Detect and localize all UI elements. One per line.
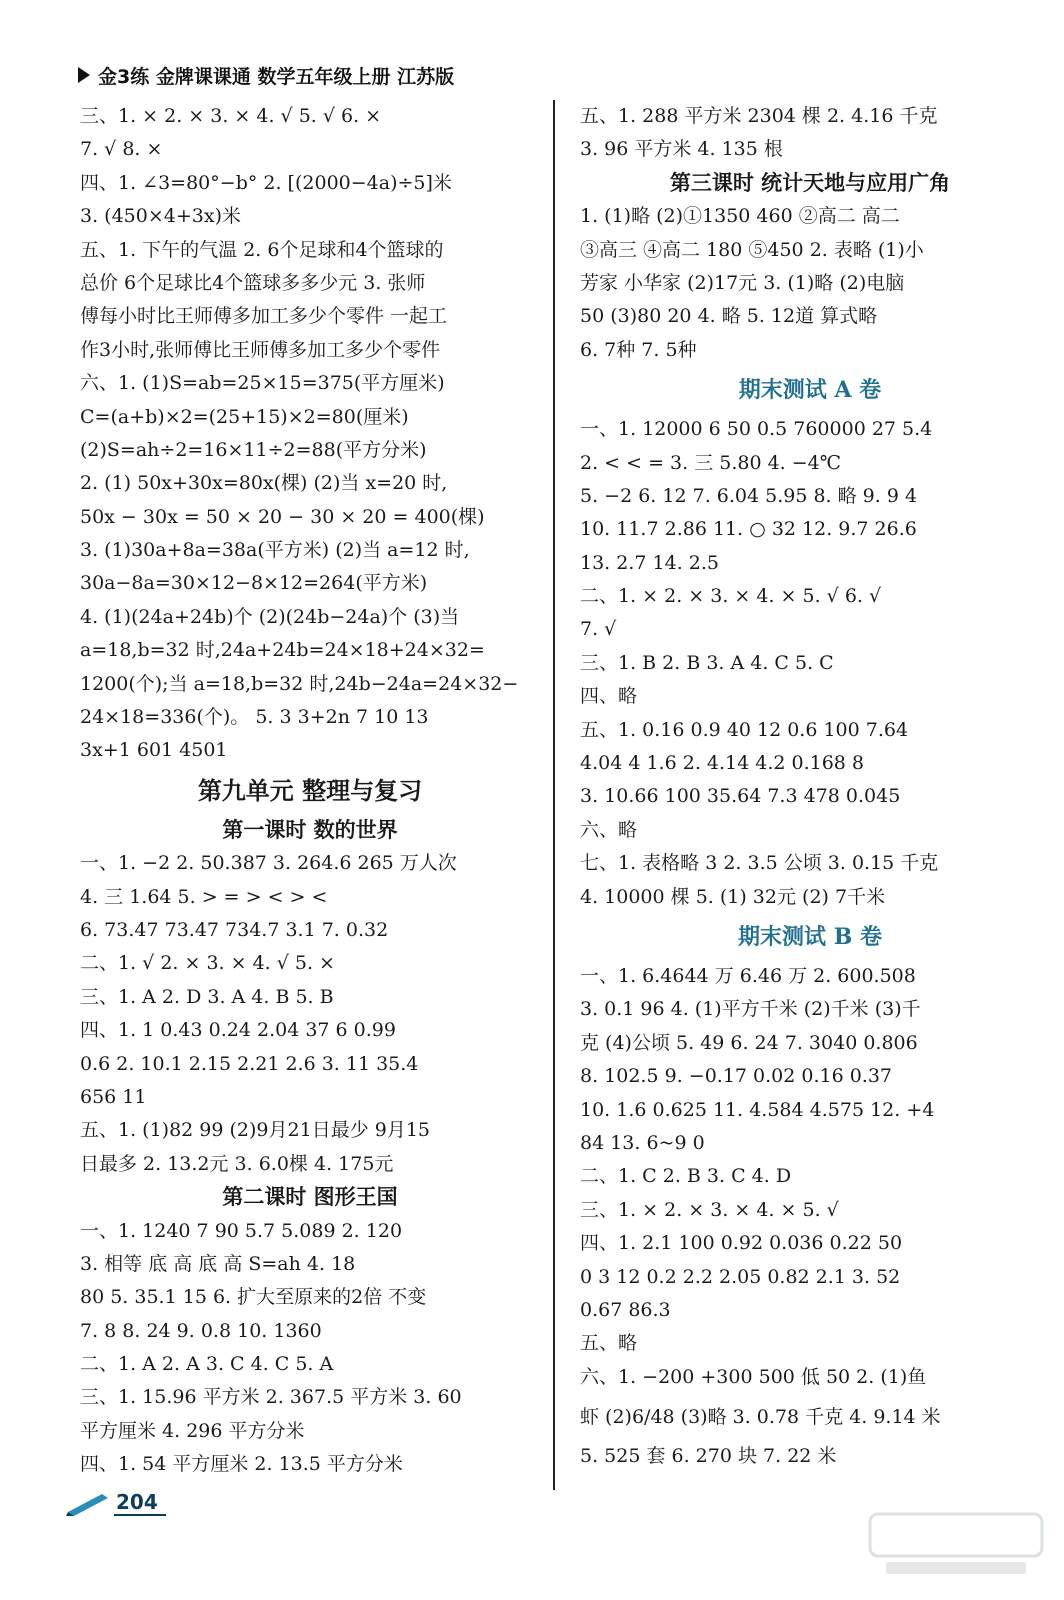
pen-icon [66,1490,110,1516]
answer-line: 二、1. C 2. B 3. C 4. D [580,1165,792,1188]
right-column [580,100,1040,1473]
test-b-heading: 期末测试 B 卷 [738,923,882,950]
answer-line: 五、1. 288 平方米 2304 棵 2. 4.16 千克 [580,105,938,127]
column-divider [553,100,555,1490]
answer-line: 24×18=336(个)。 5. 3 3+2n 7 10 13 [80,706,429,729]
answer-line: 6. 7种 7. 5种 [580,338,697,361]
test-a-heading: 期末测试 A 卷 [738,377,882,404]
answer-line: 7. √ [580,618,617,641]
header-title: 金3练 金牌课课通 数学五年级上册 江苏版 [98,65,455,88]
lesson-heading: 第三课时 统计天地与应用广角 [669,170,951,195]
left-column [80,100,540,1482]
answer-line: 3. (1)30a+8a=38a(平方米) (2)当 a=12 时, [80,539,470,562]
answer-line: 30a−8a=30×12−8×12=264(平方米) [80,572,428,595]
answer-line: 1. (1)略 (2)①1350 460 ②高二 高二 [580,205,900,228]
answer-line: 5. −2 6. 12 7. 6.04 5.95 8. 略 9. 9 4 [580,484,918,507]
answer-line: 0 3 12 0.2 2.2 2.05 0.82 2.1 3. 52 [580,1265,901,1288]
answer-line: 80 5. 35.1 15 6. 扩大至原来的2倍 不变 [80,1286,427,1309]
answer-line: 三、1. × 2. × 3. × 4. √ 5. √ 6. × [80,105,382,127]
answer-line: 二、1. A 2. A 3. C 4. C 5. A [80,1353,334,1376]
answer-line: 3. (450×4+3x)米 [80,205,241,228]
answer-line: 总价 6个足球比4个篮球多多少元 3. 张师 [80,271,426,294]
answer-line: 七、1. 表格略 3 2. 3.5 公顷 3. 0.15 千克 [580,852,939,875]
answer-line: 日最多 2. 13.2元 3. 6.0棵 4. 175元 [80,1152,394,1175]
answer-line: 10. 1.6 0.625 11. 4.584 4.575 12. +4 [580,1098,935,1121]
answer-line: 7. 8 8. 24 9. 0.8 10. 1360 [80,1319,322,1342]
answer-line: 3. 10.66 100 35.64 7.3 478 0.045 [580,785,901,808]
answer-line: 10. 11.7 2.86 11. ○ 32 12. 9.7 26.6 [580,518,917,541]
answer-line: 二、1. × 2. × 3. × 4. × 5. √ 6. √ [580,585,882,608]
answer-line: 一、1. −2 2. 50.387 3. 264.6 265 万人次 [80,852,457,875]
answer-line: 四、1. 1 0.43 0.24 2.04 37 6 0.99 [80,1019,396,1042]
answer-line: 84 13. 6~9 0 [580,1131,705,1154]
answer-line: 4. 三 1.64 5. > = > < > < [80,885,328,908]
answer-line: 6. 73.47 73.47 734.7 3.1 7. 0.32 [80,918,389,941]
answer-line: 虾 (2)6/48 (3)略 3. 0.78 千克 4. 9.14 米 [580,1406,941,1429]
answer-line: 作3小时,张师傅比王师傅多加工多少个零件 [80,338,441,361]
answer-line: 二、1. √ 2. × 3. × 4. √ 5. × [80,952,335,975]
answer-line: 芳家 小华家 (2)17元 3. (1)略 (2)电脑 [580,271,905,294]
answer-line: 四、略 [580,685,638,708]
answer-line: 5. 525 套 6. 270 块 7. 22 米 [580,1445,837,1468]
lesson-heading: 第一课时 数的世界 [222,817,398,842]
answer-line: ③高三 ④高二 180 ⑤450 2. 表略 (1)小 [580,238,924,261]
unit-heading: 第九单元 整理与复习 [197,776,423,805]
answer-line: 4. 10000 棵 5. (1) 32元 (2) 7千米 [580,885,886,908]
answer-line: 一、1. 6.4644 万 6.46 万 2. 600.508 [580,964,916,987]
answer-line: 3. 相等 底 高 底 高 S=ah 4. 18 [80,1252,356,1275]
answer-line: (2)S=ah÷2=16×11÷2=88(平方分米) [80,438,427,461]
answer-line: 8. 102.5 9. −0.17 0.02 0.16 0.37 [580,1065,893,1088]
answer-line: 3x+1 601 4501 [80,739,228,762]
answer-line: 4.04 4 1.6 2. 4.14 4.2 0.168 8 [580,752,865,775]
answer-line: 一、1. 12000 6 50 0.5 760000 27 5.4 [580,418,933,441]
answer-line: 三、1. A 2. D 3. A 4. B 5. B [80,985,334,1008]
answer-line: 傅每小时比王师傅多加工多少个零件 一起工 [80,305,448,328]
answer-line: 五、略 [580,1332,638,1355]
answer-line: 2. < < = 3. 三 5.80 4. −4℃ [580,451,842,474]
answer-line: 一、1. 1240 7 90 5.7 5.089 2. 120 [80,1219,403,1242]
answer-line: 0.67 86.3 [580,1298,671,1321]
answer-line: 平方厘米 4. 296 平方分米 [80,1419,305,1442]
answer-line: 四、1. ∠3=80°−b° 2. [(2000−4a)÷5]米 [80,171,452,194]
answer-line: 4. (1)(24a+24b)个 (2)(24b−24a)个 (3)当 [80,605,460,628]
answer-line: 四、1. 54 平方厘米 2. 13.5 平方分米 [80,1453,403,1476]
answer-line: 六、1. (1)S=ab=25×15=375(平方厘米) [80,372,445,395]
answer-line: 五、1. 下午的气温 2. 6个足球和4个篮球的 [80,238,444,261]
watermark-logo-icon [866,1508,1046,1580]
answer-line: 0.6 2. 10.1 2.15 2.21 2.6 3. 11 35.4 [80,1052,419,1075]
lesson-heading: 第二课时 图形王国 [222,1185,398,1210]
answer-line: 三、1. B 2. B 3. A 4. C 5. C [580,651,834,674]
answer-line: 3. 0.1 96 4. (1)平方千米 (2)千米 (3)千 [580,998,921,1021]
page-footer [66,1490,166,1516]
answer-line: a=18,b=32 时,24a+24b=24×18+24×32= [80,639,485,662]
page-number: 204 [114,1490,166,1516]
answer-line: 五、1. 0.16 0.9 40 12 0.6 100 7.64 [580,718,909,741]
answer-line: 2. (1) 50x+30x=80x(棵) (2)当 x=20 时, [80,472,448,495]
answer-line: 三、1. × 2. × 3. × 4. × 5. √ [580,1198,839,1221]
answer-line: 五、1. (1)82 99 (2)9月21日最少 9月15 [80,1119,430,1142]
answer-line: C=(a+b)×2=(25+15)×2=80(厘米) [80,405,409,428]
triangle-marker-icon [78,67,90,83]
answer-line: 7. √ 8. × [80,138,163,161]
answer-line: 50 (3)80 20 4. 略 5. 12道 算式略 [580,305,878,328]
answer-line: 3. 96 平方米 4. 135 根 [580,138,783,161]
answer-line: 50x − 30x = 50 × 20 − 30 × 20 = 400(棵) [80,505,485,528]
answer-line: 六、1. −200 +300 500 低 50 2. (1)鱼 [580,1365,927,1388]
page-header [78,58,454,92]
answer-line: 四、1. 2.1 100 0.92 0.036 0.22 50 [580,1232,903,1255]
answer-line: 六、略 [580,818,638,841]
answer-line: 656 11 [80,1085,147,1108]
answer-line: 13. 2.7 14. 2.5 [580,551,719,574]
answer-line: 1200(个);当 a=18,b=32 时,24b−24a=24×32− [80,672,519,695]
answer-line: 克 (4)公顷 5. 49 6. 24 7. 3040 0.806 [580,1031,918,1054]
answer-line: 三、1. 15.96 平方米 2. 367.5 平方米 3. 60 [80,1386,462,1409]
